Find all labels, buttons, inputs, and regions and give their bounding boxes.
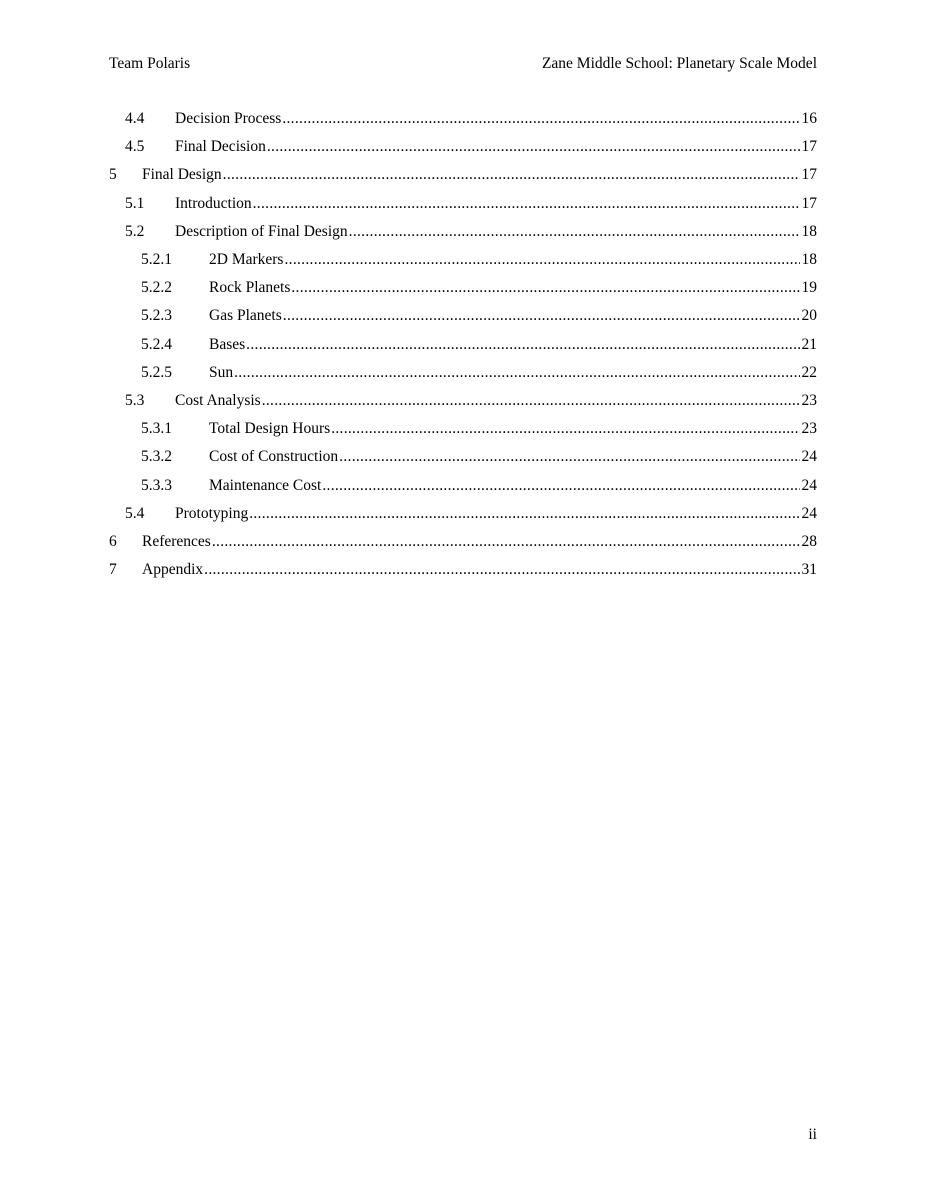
toc-entry-number: 4.4 xyxy=(125,110,145,127)
toc-dot-leader xyxy=(246,333,799,357)
toc-entry-title: Rock Planets xyxy=(209,279,291,297)
toc-entry-title: Cost Analysis xyxy=(175,392,261,409)
toc-entry-page: 21 xyxy=(801,335,817,353)
toc-entry-title: Final Decision xyxy=(175,138,266,156)
toc-dot-leader xyxy=(349,220,800,244)
toc-entry-page: 17 xyxy=(801,194,817,212)
toc-entry[interactable] xyxy=(109,163,817,187)
toc-entry[interactable] xyxy=(141,304,817,328)
toc-entry-title: Description of Final Design xyxy=(175,222,348,240)
toc-entry-title: Total Design Hours xyxy=(209,420,331,438)
toc-entry-title: Sun xyxy=(209,363,234,381)
toc-entry-number: 5.2.3 xyxy=(141,307,172,325)
toc-entry-title: Prototyping xyxy=(175,504,249,522)
toc-dot-leader xyxy=(249,502,799,526)
toc-dot-leader xyxy=(223,163,800,187)
toc-entry-page: 22 xyxy=(801,363,817,381)
toc-entry[interactable] xyxy=(141,445,817,469)
toc-dot-leader xyxy=(253,192,800,216)
toc-dot-leader xyxy=(339,445,799,469)
toc-entry[interactable] xyxy=(125,135,817,159)
toc-entry-title: Gas Planets xyxy=(209,307,282,325)
toc-entry-title: References xyxy=(142,533,211,550)
toc-dot-leader xyxy=(322,474,799,498)
toc-entry[interactable] xyxy=(125,389,817,413)
toc-entry[interactable] xyxy=(141,474,817,498)
toc-entry-page: 28 xyxy=(801,533,817,550)
toc-entry-number: 6 xyxy=(109,533,117,550)
toc-entry[interactable] xyxy=(141,361,817,385)
toc-entry-page: 16 xyxy=(801,110,817,127)
header-team-name: Team Polaris xyxy=(109,55,191,72)
toc-entry-number: 5.4 xyxy=(125,504,145,522)
toc-entry[interactable] xyxy=(109,530,817,554)
header-document-title: Zane Middle School: Planetary Scale Model xyxy=(541,55,817,72)
toc-entry-page: 31 xyxy=(801,561,817,579)
toc-entry-title: Maintenance Cost xyxy=(209,476,322,494)
toc-entry-title: Introduction xyxy=(175,194,252,212)
toc-dot-leader xyxy=(204,558,799,582)
toc-entry-title: Cost of Construction xyxy=(209,448,339,466)
toc-entry-page: 24 xyxy=(801,476,817,494)
toc-entry-number: 5.3.1 xyxy=(141,420,172,438)
toc-entry-number: 7 xyxy=(109,561,117,579)
toc-entry[interactable] xyxy=(141,333,817,357)
toc-entry[interactable] xyxy=(125,220,817,244)
toc-entry[interactable] xyxy=(141,248,817,272)
page-number: ii xyxy=(808,1126,817,1143)
toc-dot-leader xyxy=(331,417,799,441)
toc-entry-page: 19 xyxy=(801,279,817,297)
toc-entry-page: 23 xyxy=(801,420,817,438)
toc-entry[interactable] xyxy=(125,107,817,131)
toc-entry[interactable] xyxy=(125,192,817,216)
toc-dot-leader xyxy=(282,107,799,131)
toc-entry-page: 17 xyxy=(801,166,817,184)
toc-entry-number: 5.2 xyxy=(125,222,145,240)
toc-entry-title: Bases xyxy=(209,335,246,353)
toc-dot-leader xyxy=(267,135,800,159)
toc-entry-page: 18 xyxy=(801,222,817,240)
toc-dot-leader xyxy=(262,389,800,413)
toc-entry[interactable] xyxy=(109,558,817,582)
toc-entry-number: 5.2.5 xyxy=(141,363,172,381)
toc-entry-number: 5.2.2 xyxy=(141,279,172,297)
toc-entry-page: 23 xyxy=(801,392,817,409)
toc-entry-title: 2D Markers xyxy=(209,251,284,268)
toc-entry-number: 5.3.3 xyxy=(141,476,172,494)
toc-entry-number: 5.2.1 xyxy=(141,251,172,268)
toc-entry-page: 20 xyxy=(801,307,817,325)
page-header xyxy=(109,53,817,75)
toc-entry-number: 5.1 xyxy=(125,194,145,212)
toc-dot-leader xyxy=(284,248,799,272)
toc-entry[interactable] xyxy=(141,276,817,300)
toc-entry-number: 5.3.2 xyxy=(141,448,172,466)
toc-entry-title: Decision Process xyxy=(175,110,282,127)
toc-entry-title: Final Design xyxy=(142,166,222,184)
toc-dot-leader xyxy=(212,530,800,554)
toc-dot-leader xyxy=(291,276,799,300)
toc-entry-number: 4.5 xyxy=(125,138,145,156)
toc-entry-number: 5 xyxy=(109,166,117,184)
toc-dot-leader xyxy=(283,304,800,328)
toc-entry-page: 24 xyxy=(801,504,817,522)
toc-entry-page: 17 xyxy=(801,138,817,156)
toc-entry[interactable] xyxy=(141,417,817,441)
toc-entry-number: 5.2.4 xyxy=(141,335,172,353)
toc-entry-page: 24 xyxy=(801,448,817,466)
toc-entry-page: 18 xyxy=(801,251,817,268)
toc-entry-number: 5.3 xyxy=(125,392,145,409)
toc-dot-leader xyxy=(234,361,799,385)
toc-entry-title: Appendix xyxy=(142,561,204,579)
toc-entry[interactable] xyxy=(125,502,817,526)
